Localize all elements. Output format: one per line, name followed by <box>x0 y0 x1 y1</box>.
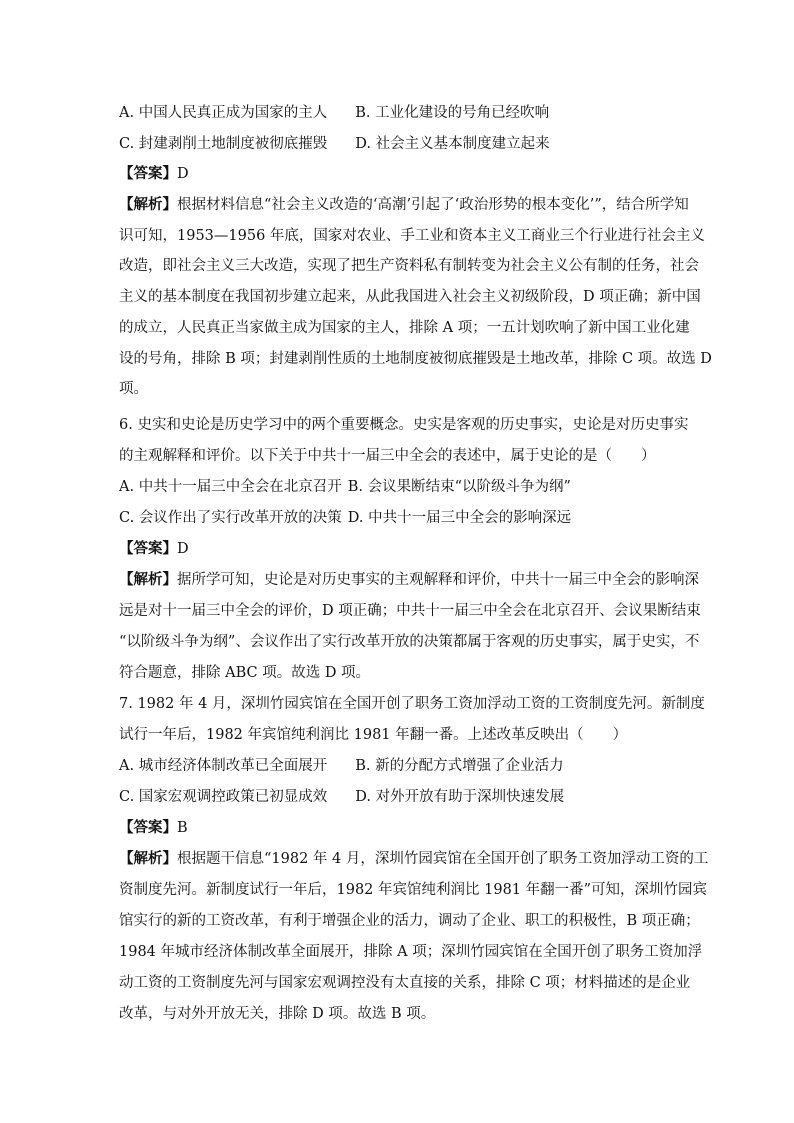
q6-analysis-line-3: “以阶级斗争为纲”、会议作出了实行改革开放的决策都属于客观的历史事实，属于史实，不 <box>119 634 700 650</box>
q7-analysis-line-4: 1984 年城市经济体制改革全面展开，排除 A 项；深圳竹园宾馆在全国开创了职务工资加浮 <box>119 944 703 960</box>
q7-analysis-line-3: 馆实行的新的工资改革，有利于增强企业的活力，调动了企业、职工的积极性，B 项正确； <box>119 913 700 929</box>
q6-answer <box>119 539 679 559</box>
q5-option-b: B. 工业化建设的号角已经吹响 <box>355 105 550 121</box>
q6-stem-line-2: 的主观解释和评价。以下关于中共十一届三中全会的表述中，属于史论的是（ ） <box>119 448 656 464</box>
q5-analysis-line-3: 改造，即社会主义三大改造，实现了把生产资料私有制转变为社会主义公有制的任务，社会 <box>119 258 699 274</box>
q6-options-row-2 <box>119 508 679 528</box>
q6-options-row-1 <box>119 477 679 497</box>
q6-stem-line-1: 6. 史实和史论是历史学习中的两个重要概念。史实是客观的历史事实，史论是对历史事实 <box>119 417 689 433</box>
q6-option-a: A. 中共十一届三中全会在北京召开 <box>119 479 342 495</box>
q7-option-c: C. 国家宏观调控政策已初显成效 <box>119 789 328 805</box>
q6-answer-value: D <box>177 541 189 557</box>
q6-option-c: C. 会议作出了实行改革开放的决策 <box>119 510 342 526</box>
q5-analysis-line-6: 设的号角，排除 B 项；封建剥削性质的土地制度被彻底摧毁是土地改革，排除 C 项。故选 D <box>119 351 712 367</box>
q6-analysis-line-1: 【解析】据所学可知，史论是对历史事实的主观解释和评价，中共十一届三中全会的影响深 <box>119 571 699 588</box>
q7-option-a: A. 城市经济体制改革已全面展开 <box>119 758 328 774</box>
q7-answer-label: 【答案】 <box>119 819 177 836</box>
q7-analysis-label: 【解析】 <box>119 850 177 867</box>
q7-analysis-line-1: 【解析】根据题干信息“1982 年 4 月，深圳竹园宾馆在全国开创了职务工资加浮动工资的工 <box>119 850 709 867</box>
q5-analysis-label: 【解析】 <box>119 196 177 213</box>
q5-option-d: D. 社会主义基本制度建立起来 <box>355 136 550 152</box>
q5-analysis-line-2: 识可知，1953—1956 年底，国家对农业、手工业和资本主义工商业三个行业进行社会主义 <box>119 228 705 244</box>
q5-answer-label: 【答案】 <box>119 165 177 182</box>
q7-stem-line-1: 7. 1982 年 4 月，深圳竹园宾馆在全国开创了职务工资加浮动工资的工资制度先河。新制度 <box>119 696 705 712</box>
q5-option-a: A. 中国人民真正成为国家的主人 <box>119 105 328 121</box>
q5-analysis-line-1: 【解析】根据材料信息“社会主义改造的‘高潮’引起了‘政治形势的根本变化’”，结合所学知 <box>119 196 689 213</box>
q7-analysis-line-5: 动工资的工资制度先河与国家宏观调控没有太直接的关系，排除 C 项；材料描述的是企业 <box>119 975 691 991</box>
q5-answer-value: D <box>177 166 189 182</box>
q7-options-row-1 <box>119 756 679 776</box>
q7-options-row-2 <box>119 787 679 807</box>
q6-analysis-label: 【解析】 <box>119 571 177 588</box>
q7-option-b: B. 新的分配方式增强了企业活力 <box>355 758 564 774</box>
q6-answer-label: 【答案】 <box>119 540 177 557</box>
q7-analysis-line-6: 改革，与对外开放无关，排除 D 项。故选 B 项。 <box>119 1006 436 1022</box>
q7-answer-value: B <box>177 820 188 836</box>
q6-analysis-line-4: 符合题意，排除 ABC 项。故选 D 项。 <box>119 665 371 681</box>
q5-analysis-line-4: 主义的基本制度在我国初步建立起来，从此我国进入社会主义初级阶段，D 项正确；新中国 <box>119 289 701 305</box>
q5-option-c: C. 封建剥削土地制度被彻底摧毁 <box>119 136 328 152</box>
q5-options-row-2 <box>119 134 679 154</box>
q5-analysis-line-7: 项。 <box>119 381 148 397</box>
q7-option-d: D. 对外开放有助于深圳快速发展 <box>355 789 565 805</box>
q6-analysis-line-2: 远是对十一届三中全会的评价，D 项正确；中共十一届三中全会在北京召开、会议果断结束 <box>119 603 701 619</box>
q5-analysis-line-5: 的成立，人民真正当家做主成为国家的主人，排除 A 项；一五计划吹响了新中国工业化建 <box>119 320 690 336</box>
q5-answer <box>119 164 679 184</box>
q7-analysis-line-2: 资制度先河。新制度试行一年后，1982 年宾馆纯利润比 1981 年翻一番”可知，深圳竹园宾 <box>119 882 708 898</box>
q6-option-b: B. 会议果断结束“以阶级斗争为纲” <box>347 479 571 495</box>
q6-option-d: D. 中共十一届三中全会的影响深远 <box>347 510 572 526</box>
q7-stem-line-2: 试行一年后，1982 年宾馆纯利润比 1981 年翻一番。上述改革反映出（ ） <box>119 727 628 743</box>
q5-options-row-1 <box>119 103 679 123</box>
q7-answer <box>119 818 679 838</box>
